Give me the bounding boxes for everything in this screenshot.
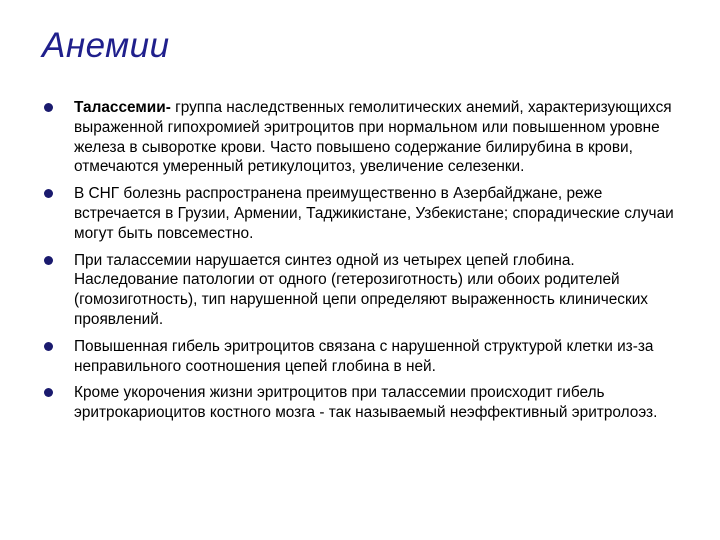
bullet-text: группа наследственных гемолитических анемий, характеризующихся выраженной гипохромией эритроцитов при нормальном или повышенном уровне железа в сыворотке крови. Часто повышено содержание билирубина в крови, отмечаются умеренный ретикулоцитоз, увеличение селезенки.: [74, 99, 672, 176]
bullet-icon: [44, 103, 53, 112]
bullet-item-1: [40, 98, 680, 177]
bullet-item-4: [40, 337, 680, 377]
bullet-icon: [44, 256, 53, 265]
bullet-item-3: [40, 251, 680, 330]
bullet-icon: [44, 189, 53, 198]
bullet-term: Талассемии-: [74, 99, 171, 116]
bullet-list: [40, 98, 680, 430]
bullet-item-5: [40, 383, 680, 423]
bullet-icon: [44, 342, 53, 351]
bullet-item-2: [40, 184, 680, 243]
bullet-text: В СНГ болезнь распространена преимущественно в Азербайджане, реже встречается в Грузии, Армении, Таджикистане, Узбекистане; спорадические случаи могут быть повсеместно.: [74, 185, 674, 242]
bullet-icon: [44, 388, 53, 397]
slide-title: Анемии: [42, 26, 170, 65]
bullet-text: Кроме укорочения жизни эритроцитов при талассемии происходит гибель эритрокариоцитов костного мозга - так называемый неэффективный эритролоэз.: [74, 384, 658, 422]
bullet-text: При талассемии нарушается синтез одной из четырех цепей глобина. Наследование патологии от одного (гетерозиготность) или обоих родителей (гомозиготность), тип нарушенной цепи определяют выраженность клинических проявлений.: [74, 251, 649, 328]
bullet-text: Повышенная гибель эритроцитов связана с нарушенной структурой клетки из-за неправильного соотношения цепей глобина в ней.: [74, 337, 654, 375]
